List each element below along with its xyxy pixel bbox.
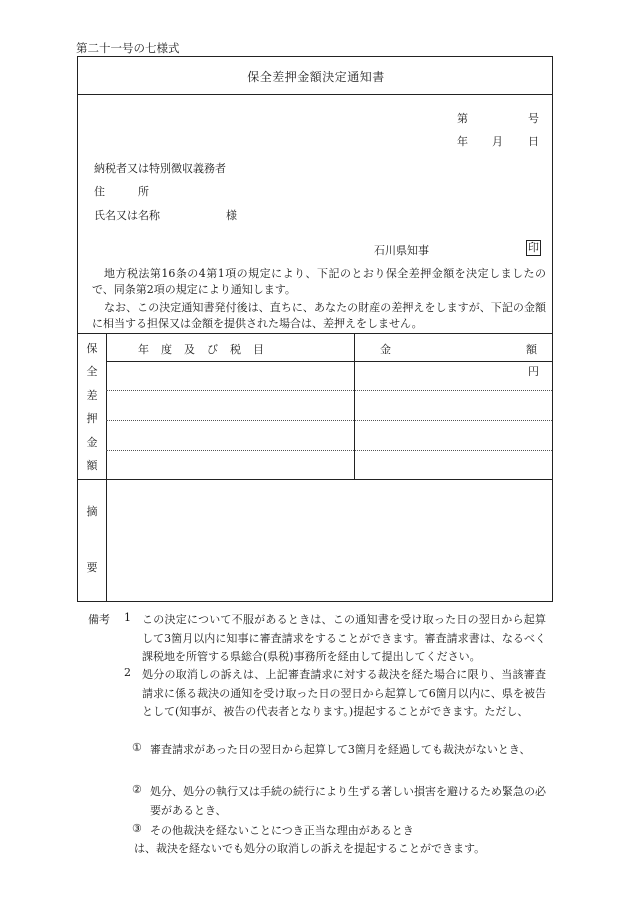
- notes-heading: 備考: [88, 613, 110, 626]
- table-row-dotted-3: [106, 450, 552, 451]
- number-dai: 第: [457, 112, 468, 125]
- date-day: 日: [528, 135, 539, 148]
- notes-closing: は、裁決を経ないでも処分の取消しの訴えを提起することができます。: [134, 842, 486, 855]
- sama-honorific: 様: [226, 209, 237, 222]
- note-2-number: 2: [124, 666, 131, 679]
- table-middle-divider: [354, 333, 355, 479]
- table-header-divider: [106, 361, 552, 362]
- notice-form-frame: [77, 56, 553, 602]
- table-top-border: [78, 333, 552, 334]
- tekiyo-char-2: 要: [86, 561, 98, 574]
- sub-item-1-mark: ①: [132, 741, 142, 754]
- table-row-dotted-1: [106, 390, 552, 391]
- note-1-number: 1: [124, 611, 131, 624]
- number-go: 号: [528, 112, 539, 125]
- row-heading-char-3: 差: [86, 389, 98, 402]
- column-header-year-tax: 年 度 及 び 税 目: [138, 343, 265, 356]
- tekiyo-char-1: 摘: [86, 505, 98, 518]
- title-divider: [78, 94, 552, 95]
- table-row-dotted-2: [106, 420, 552, 421]
- note-2-text: 処分の取消しの訴えは、上記審査請求に対する裁決を経た場合に限り、当該審査請求に係る裁決の通知を受け取った日の翌日から起算して6箇月以内に、県を被告として(知事が、被告の代表者となります。)提起することができます。ただし、: [142, 668, 546, 718]
- sub-item-2-mark: ②: [132, 783, 142, 796]
- form-number-label: 第二十一号の七様式: [76, 41, 180, 55]
- addressee-heading: 納税者又は特別徴収義務者: [94, 162, 226, 175]
- address-label: 住 所: [94, 185, 149, 198]
- body-paragraph-2: なお、この決定通知書発付後は、直ちに、あなたの財産の差押えをしますが、下記の金額に相当する担保又は金額を提供された場合は、差押えをしません。: [92, 301, 546, 330]
- row-heading-char-1: 保: [86, 342, 98, 355]
- row-heading-char-4: 押: [86, 412, 98, 425]
- yen-unit: 円: [528, 365, 539, 378]
- sub-item-1-text: 審査請求があった日の翌日から起算して3箇月を経過しても裁決がないとき、: [150, 743, 531, 756]
- date-year: 年: [457, 135, 468, 148]
- issuer-name: 石川県知事: [374, 244, 429, 257]
- row-heading-char-2: 全: [86, 365, 98, 378]
- column-header-amount-gaku: 額: [526, 343, 537, 356]
- seal-mark: 印: [528, 241, 539, 254]
- sub-item-2-text: 処分、処分の執行又は手続の続行により生ずる著しい損害を避けるため緊急の必要があるとき、: [150, 785, 546, 817]
- sub-item-3-mark: ③: [132, 822, 142, 835]
- name-label: 氏名又は名称: [94, 209, 160, 222]
- table-left-column-divider: [106, 333, 107, 601]
- date-month: 月: [492, 135, 503, 148]
- row-heading-char-6: 額: [86, 459, 98, 472]
- sub-item-3-text: その他裁決を経ないことにつき正当な理由があるとき: [150, 824, 414, 837]
- document-title: 保全差押金額決定通知書: [247, 70, 385, 84]
- table-bottom-divider: [78, 479, 552, 480]
- note-1-text: この決定について不服があるときは、この通知書を受け取った日の翌日から起算して3箇月以内に知事に審査請求をすることができます。審査請求書は、なるべく課税地を所管する県総合(県税)事務所を経由して提出してください。: [142, 613, 546, 663]
- body-paragraph-1: 地方税法第16条の4第1項の規定により、下記のとおり保全差押金額を決定しましたので、同条第2項の規定により通知します。: [92, 267, 546, 296]
- column-header-amount-kin: 金: [380, 343, 391, 356]
- row-heading-char-5: 金: [86, 436, 98, 449]
